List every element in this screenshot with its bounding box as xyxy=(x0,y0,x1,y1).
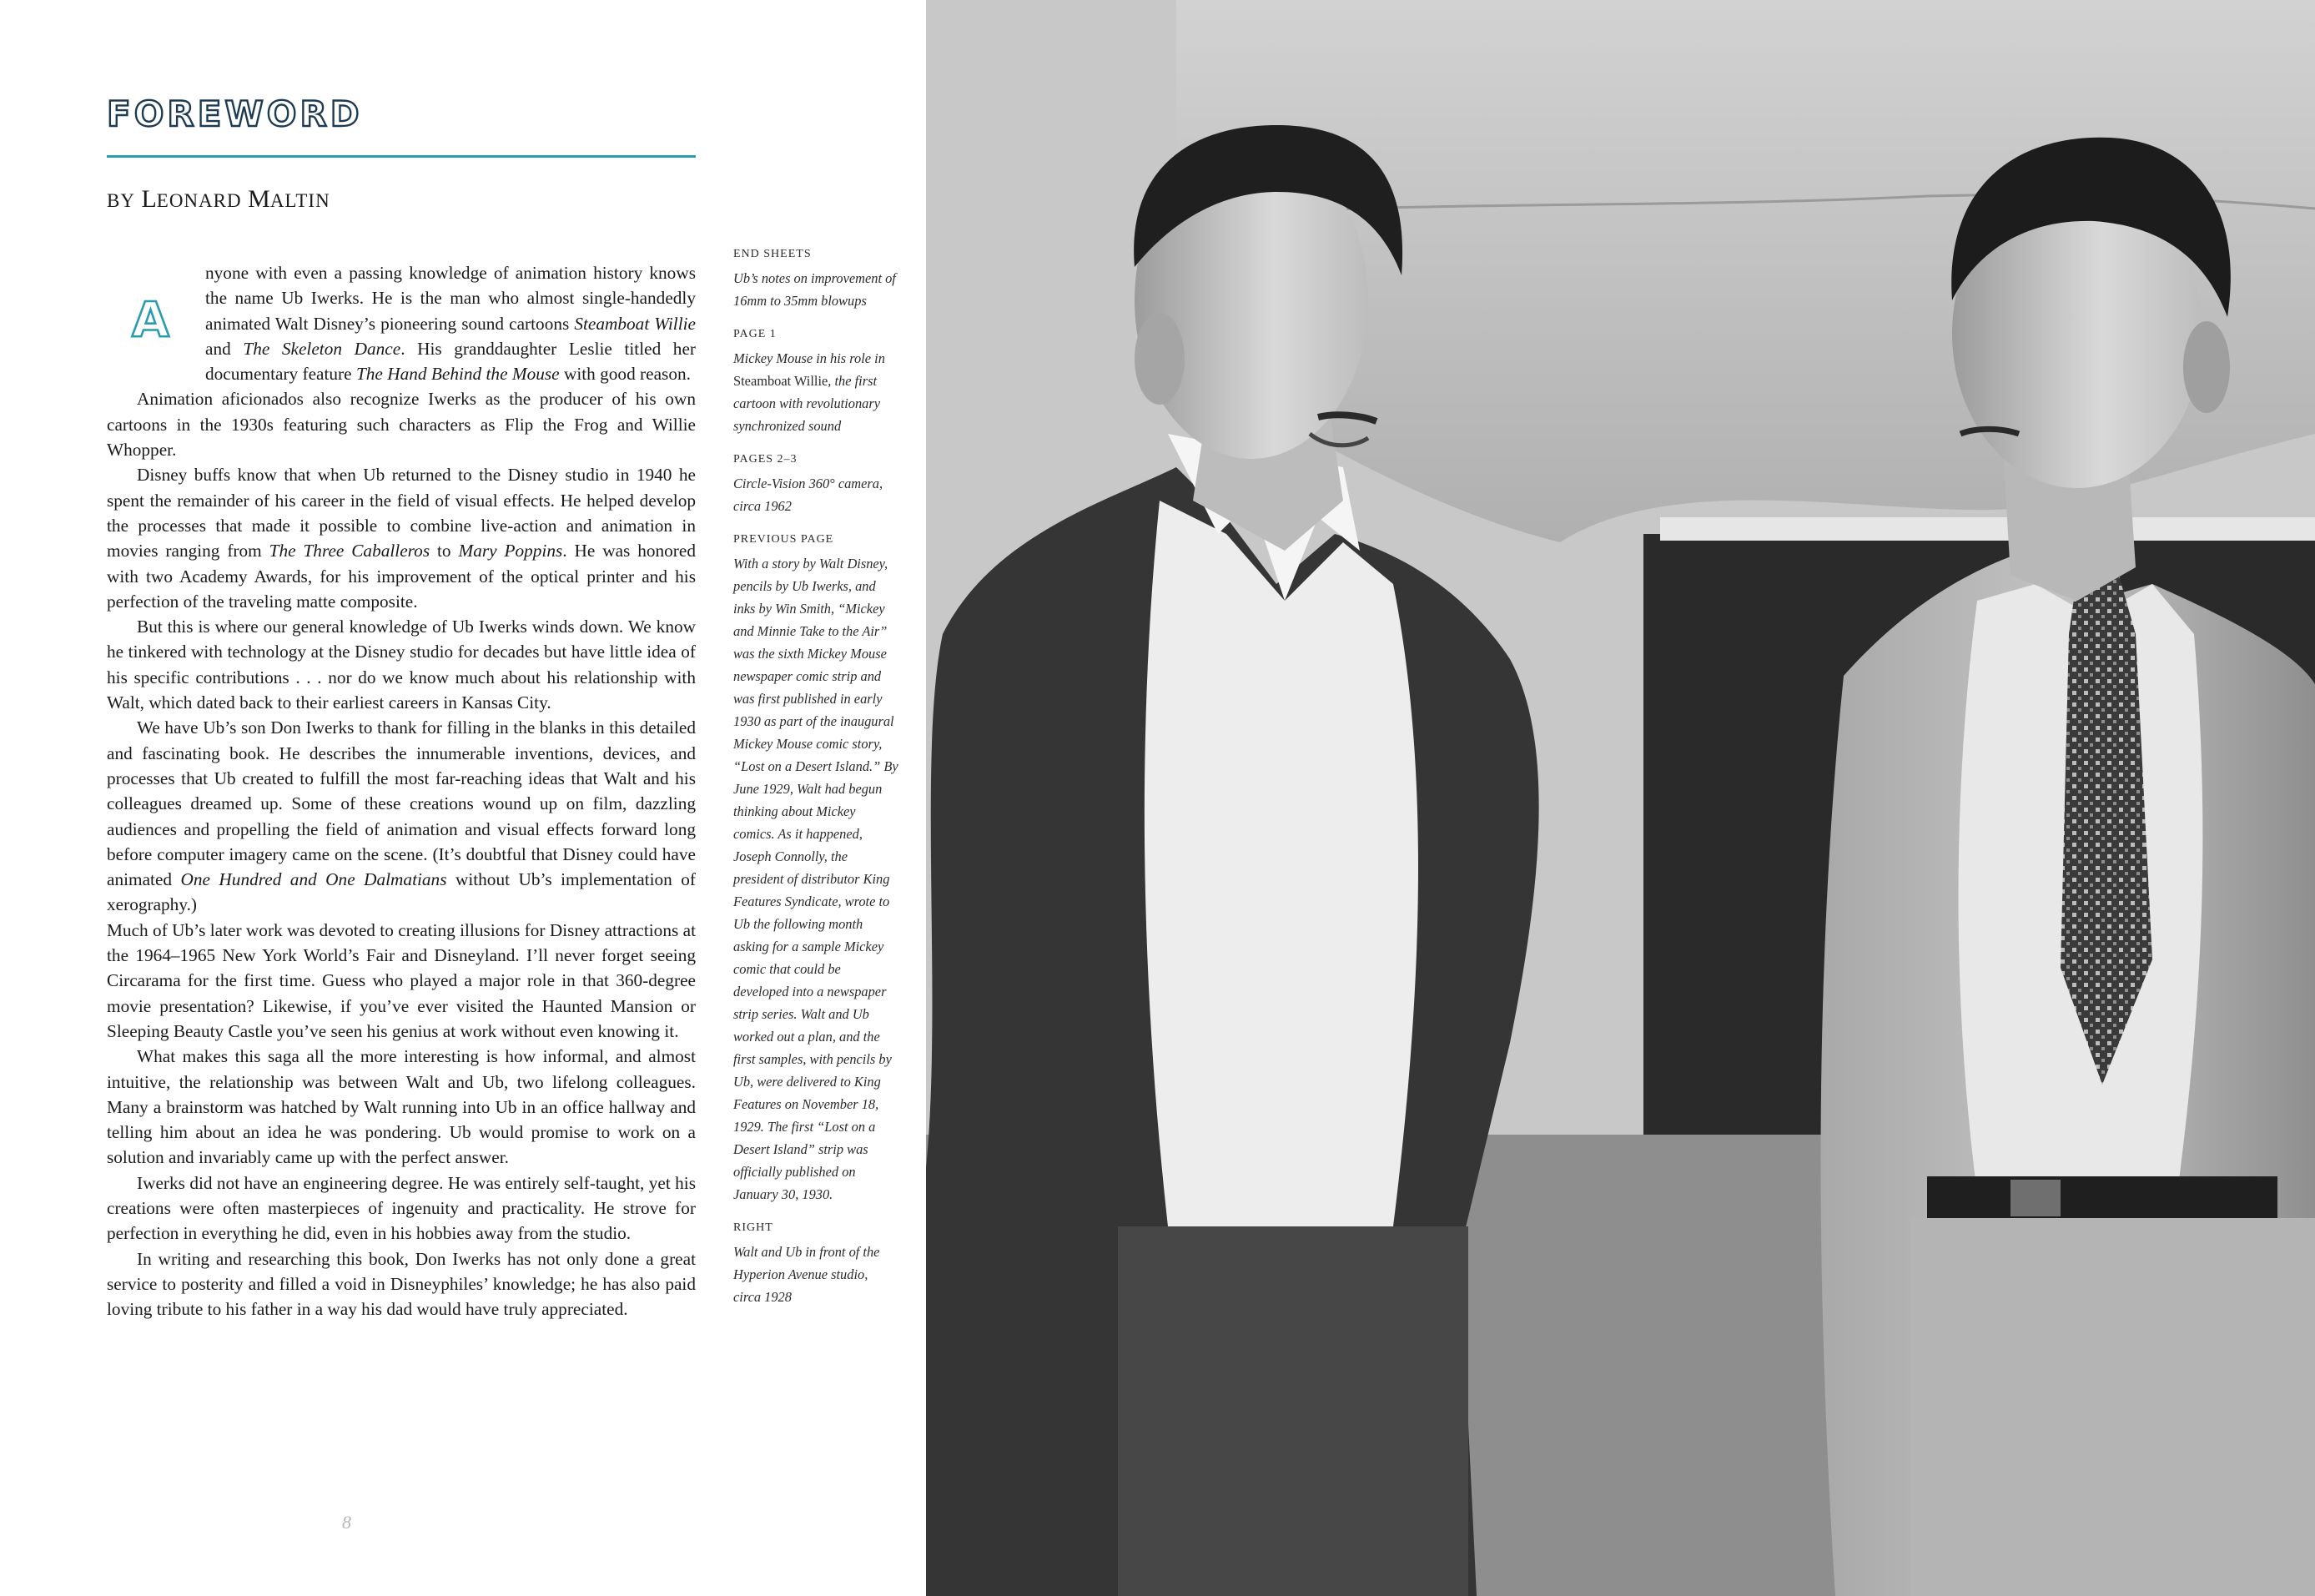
paragraph-6: Much of Ub’s later work was devoted to creating illusions for Disney attractions at the 1964–1965 New York World’s Fair and Disneyland. I’ll never forget seeing Circarama for the first time. Guess who played a major role in that 360-degree movie presentation? Likewise, if you’ve ever visited the Haunted Mansion or Sleeping Beauty Castle you’ve seen his genius at work without even knowing it. xyxy=(107,919,696,1041)
paragraph-8: Iwerks did not have an engineering degree. He was entirely self-taught, yet his creations were often masterpieces of ingenuity and practicality. He strove for perfection in everything he did, even in his hobbies away from the studio. xyxy=(107,1172,696,1244)
caption-text: Circle-Vision 360° camera, circa 1962 xyxy=(733,476,883,514)
doorway-frame xyxy=(1660,517,2315,541)
walt-and-ub-photo xyxy=(926,0,2315,1596)
heading-rule xyxy=(107,155,696,158)
ub-trousers xyxy=(1910,1218,2315,1596)
paragraph-2: Animation aficionados also recognize Iwerks as the producer of his own cartoons in the 1930s featuring such characters as Flip the Frog and Willie Whopper. xyxy=(107,389,696,461)
paragraph-3: Disney buffs know that when Ub returned to the Disney studio in 1940 he spent the remainder of his career in the field of visual effects. He helped develop the processes that made it possible to combine live-action and animation in movies ranging from The Three Caballeros to Mary Poppins. He was honored with two Academy Awards, for his improvement of the optical printer and his perfection of the traveling matte composite. xyxy=(107,465,696,612)
byline-author: LEONARD MALTIN xyxy=(141,185,330,213)
walt-sweater xyxy=(1145,501,1418,1239)
ub-buckle xyxy=(2011,1180,2061,1216)
caption-label: END SHEETS xyxy=(733,248,812,260)
caption-label: PAGE 1 xyxy=(733,328,777,340)
caption-previous-page xyxy=(733,531,898,1206)
caption-text: With a story by Walt Disney, pencils by Ub Iwerks, and inks by Win Smith, “Mickey and Minnie Take to the Air” was the sixth Mickey Mouse newspaper comic strip and was first published in early 1930 as part of the inaugural Mickey Mouse comic story, “Lost on a Desert Island.” By June 1929, Walt had begun thinking about Mickey comics. As it happened, Joseph Connolly, the president of distributor King Features Syndicate, wrote to Ub the following month asking for a sample Mickey comic that could be developed into a newspaper strip series. Walt and Ub worked out a plan, and the first samples, with pencils by Ub, were delivered to King Features on November 18, 1929. The first “Lost on a Desert Island” strip was officially published on January 30, 1930. xyxy=(733,556,898,1202)
drop-cap: A xyxy=(132,291,169,348)
walt-trousers xyxy=(1118,1226,1468,1596)
caption-page-1 xyxy=(733,325,898,437)
foreword-heading: FOREWORD xyxy=(107,93,363,134)
paragraph-1: nyone with even a passing knowledge of animation history knows the name Ub Iwerks. He is the man who almost single-handedly animated Walt Disney’s pioneering sound cartoons Steamboat Willie and The Skeleton Dance. His granddaughter Leslie titled her documentary feature The Hand Behind the Mouse with good reason. xyxy=(205,263,697,385)
caption-text: Walt and Ub in front of the Hyperion Avenue studio, circa 1928 xyxy=(733,1244,880,1305)
caption-label: PAGES 2–3 xyxy=(733,453,798,466)
paragraph-4: But this is where our general knowledge of Ub Iwerks winds down. We know he tinkered with technology at the Disney studio for decades but have little idea of his specific contributions . . . nor do we know much about his relationship with Walt, which dated back to their earliest careers in Kansas City. xyxy=(107,617,696,713)
byline-by: BY xyxy=(107,190,135,211)
caption-label: RIGHT xyxy=(733,1221,773,1234)
paragraph-7: What makes this saga all the more interesting is how informal, and almost intuitive, the relationship was between Walt and Ub, two lifelong colleagues. Many a brainstorm was hatched by Walt running into Ub in an office hallway and telling him about an idea he was pondering. Ub would promise to work on a solution and invariably came up with the perfect answer. xyxy=(107,1046,696,1168)
photo-illustration xyxy=(926,0,2315,1596)
paragraph-5: We have Ub’s son Don Iwerks to thank for filling in the blanks in this detailed and fascinating book. He describes the innumerable inventions, devices, and processes that Ub created to fulfill the most far-reaching ideas that Walt and his colleagues dreamed up. Some of these creations wound up on film, dazzling audiences and propelling the field of animation and visual effects forward long before computer imagery came on the scene. (It’s doubtful that Disney could have animated One Hundred and One Dalmatians without Ub’s implementation of xerography.) xyxy=(107,717,696,915)
caption-text: Ub’s notes on improvement of 16mm to 35mm blowups xyxy=(733,270,896,309)
caption-column xyxy=(733,245,898,1322)
ub-ear xyxy=(2183,321,2230,413)
page-number: 8 xyxy=(342,1512,351,1533)
caption-text: Mickey Mouse in his role in Steamboat Willie, the first cartoon with revolutionary synchronized sound xyxy=(733,350,885,434)
caption-right xyxy=(733,1219,898,1308)
byline xyxy=(107,185,330,214)
left-page xyxy=(0,0,926,1596)
caption-label: PREVIOUS PAGE xyxy=(733,533,834,546)
paragraph-9: In writing and researching this book, Don Iwerks has not only done a great service to posterity and filled a void in Disneyphiles’ knowledge; he has also paid loving tribute to his father in a way his dad would have truly appreciated. xyxy=(107,1248,696,1320)
foreword-body xyxy=(107,260,696,1322)
caption-end-sheets xyxy=(733,245,898,312)
ub-belt xyxy=(1927,1176,2277,1220)
caption-pages-2-3 xyxy=(733,451,898,517)
walt-ear xyxy=(1135,313,1185,405)
